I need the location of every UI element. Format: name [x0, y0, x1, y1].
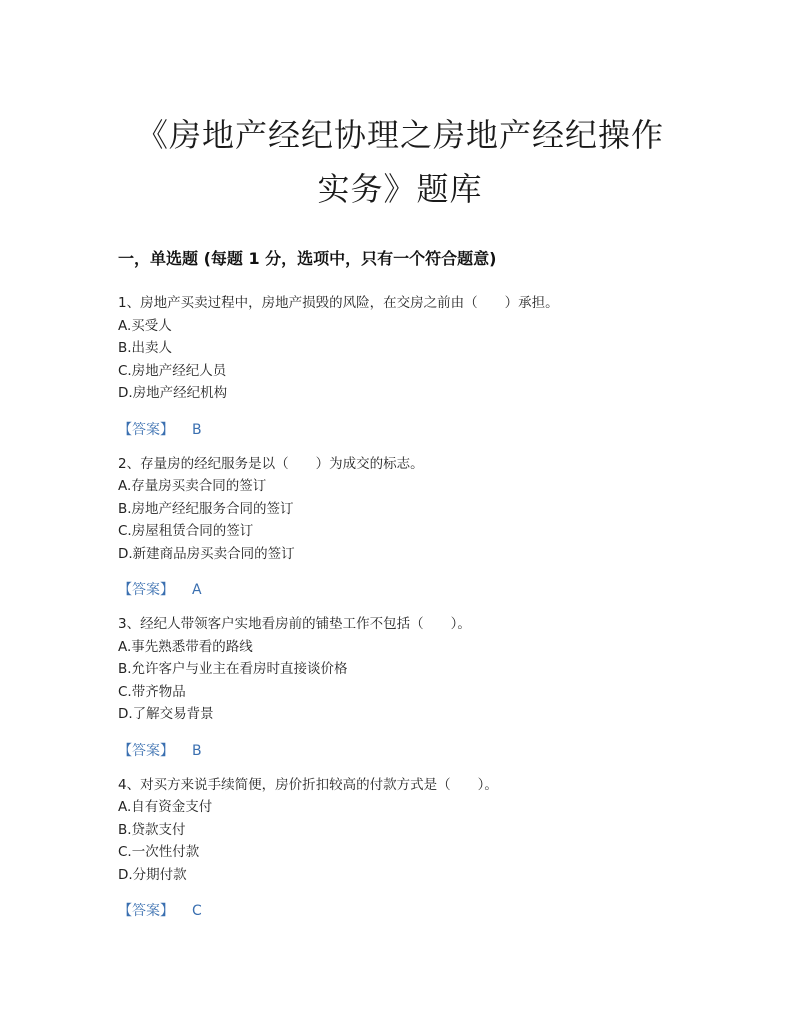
- document-title: [60, 108, 740, 216]
- answer-line: [118, 900, 718, 922]
- question-list: [118, 292, 718, 934]
- answer-value: C: [192, 903, 202, 919]
- option-d: D.房地产经纪机构: [118, 385, 228, 401]
- option-b: B.房地产经纪服务合同的签订: [118, 500, 294, 517]
- option-d: D.新建商品房买卖合同的签订: [118, 545, 295, 562]
- question-stem: 3、经纪人带领客户实地看房前的铺垫工作不包括（ ）。: [118, 616, 471, 632]
- option-a: A.自有资金支付: [118, 799, 213, 815]
- answer-label: 【答案】: [118, 421, 174, 438]
- question-4: [118, 774, 718, 923]
- option-a: A.事先熟悉带看的路线: [118, 638, 253, 655]
- answer-line: [118, 579, 718, 601]
- answer-value: B: [192, 742, 202, 759]
- option-c: C.带齐物品: [118, 683, 186, 700]
- option-a: A.存量房买卖合同的签订: [118, 478, 267, 494]
- question-2: [118, 453, 718, 602]
- option-d: D.分期付款: [118, 866, 187, 883]
- option-b: B.允许客户与业主在看房时直接谈价格: [118, 661, 348, 677]
- section-heading: 一，单选题 (每题 1 分，选项中，只有一个符合题意): [118, 249, 497, 268]
- question-stem: 1、房地产买卖过程中，房地产损毁的风险，在交房之前由（ ）承担。: [118, 295, 559, 311]
- title-line-2: 实务》题库: [317, 170, 483, 208]
- title-line-1: 《房地产经纪协理之房地产经纪操作: [135, 116, 664, 154]
- question-3: [118, 613, 718, 762]
- option-a: A.买受人: [118, 317, 172, 334]
- option-b: B.出卖人: [118, 340, 173, 356]
- option-c: C.一次性付款: [118, 844, 200, 860]
- question-stem: 2、存量房的经纪服务是以（ ）为成交的标志。: [118, 455, 424, 472]
- option-b: B.贷款支付: [118, 821, 186, 838]
- answer-line: [118, 740, 718, 762]
- answer-label: 【答案】: [118, 903, 174, 919]
- answer-label: 【答案】: [118, 742, 174, 759]
- answer-value: A: [192, 582, 202, 598]
- option-c: C.房屋租赁合同的签订: [118, 523, 254, 539]
- option-d: D.了解交易背景: [118, 706, 214, 722]
- answer-label: 【答案】: [118, 582, 174, 598]
- answer-line: [118, 419, 718, 441]
- question-1: [118, 292, 718, 441]
- answer-value: B: [192, 421, 202, 438]
- option-c: C.房地产经纪人员: [118, 362, 227, 379]
- question-stem: 4、对买方来说手续简便，房价折扣较高的付款方式是（ ）。: [118, 776, 498, 793]
